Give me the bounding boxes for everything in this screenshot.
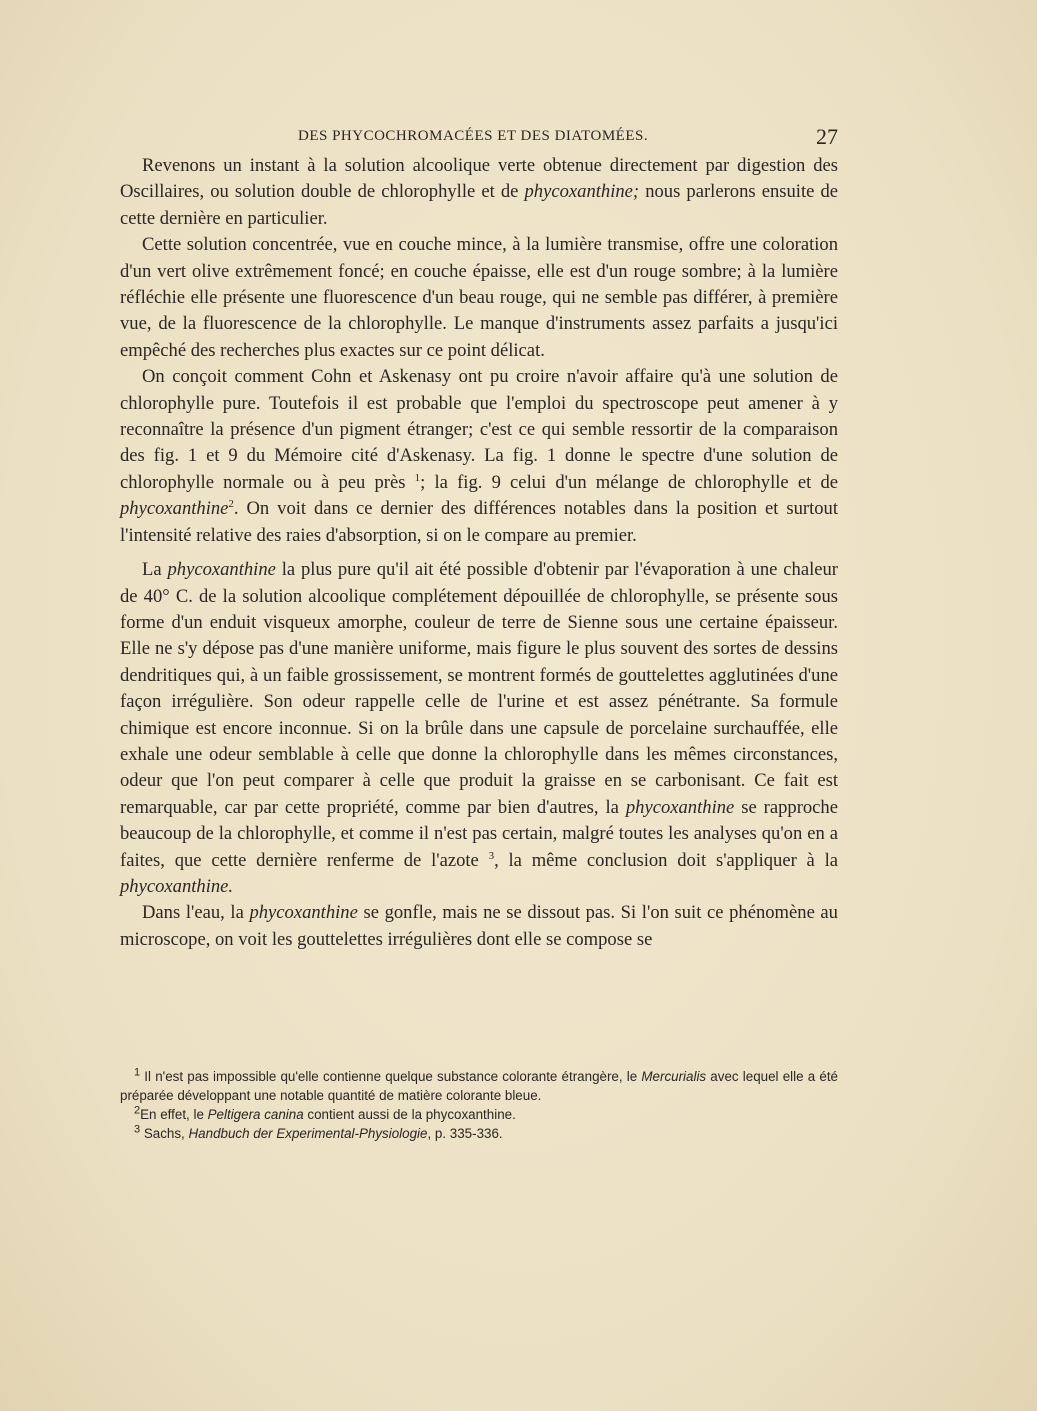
body-text <box>120 153 838 953</box>
italic-run: phycoxanthine. <box>120 875 234 897</box>
text-run: . On voit dans ce dernier des différences notables dans la position et surtout l'intensité relative des raies d'absorption, si on le compare au premier. <box>120 498 838 546</box>
text-run: On conçoit comment Cohn et Askenasy ont pu croire n'avoir affaire qu'à une solution de chlorophylle pure. Toutefois il est probable que l'emploi du spectroscope peut amener à y reconnaître la présence d'un pigment étranger; c'est ce qui semble ressortir de la comparaison des fig. 1 et 9 du Mémoire cité d'Askenasy. La fig. 1 donne le spectre d'une solution de chlorophylle normale ou à peu près <box>120 366 838 493</box>
footnote-ref: 2 <box>134 1104 141 1117</box>
footnotes <box>120 1067 838 1143</box>
italic-run: phycoxanthine <box>167 559 276 581</box>
text-run: Dans l'eau, la <box>142 902 250 924</box>
paragraph <box>120 232 838 364</box>
text-run: Cette solution concentrée, vue en couche mince, à la lumière transmise, offre une coloration d'un vert olive extrêmement foncé; en couche épaisse, elle est d'un rouge sombre; à la lumière réfléchie elle présente une fluorescence d'un beau rouge, qui ne semble pas différer, à première vue, de la fluorescence de la chlorophylle. Le manque d'instruments assez parfaits a jusqu'ici empêché des recherches plus exactes sur ce point délicat. <box>120 234 838 361</box>
text-run: se rapproche beaucoup de la chlorophylle, et comme il n'est pas certain, malgré toutes les analyses qu'on en a faites, que cette dernière renferme de l'azote <box>120 796 838 871</box>
italic-run: phycoxanthine <box>120 498 229 520</box>
footnote-ref: 3 <box>134 1123 141 1136</box>
text-run: la plus pure qu'il ait été possible d'obtenir par l'évaporation à une chaleur de 40° C. de la solution alcoolique complétement dépouillée de chlorophylle, se présente sous forme d'un enduit visqueux amorphe, couleur de terre de Sienne sous une certaine épaisseur. Elle ne s'y dépose pas d'une manière uniforme, mais figure le plus souvent des sortes de dessins dendritiques qui, à un faible grossissement, se montrent formés de gouttelettes agglutinées d'une façon irrégulière. Son odeur rappelle celle de l'urine et est assez pénétrante. Sa formule chimique est encore inconnue. Si on la brûle dans une capsule de porcelaine surchauffée, elle exhale une odeur semblable à celle que donne la chlorophylle dans les mêmes circonstances, odeur que l'on peut comparer à celle que produit la graisse en se carbonisant. Ce fait est remarquable, car par cette propriété, comme par bien d'autres, la <box>120 559 838 818</box>
text-run: ; la fig. 9 celui d'un mélange de chlorophylle et de <box>420 471 838 493</box>
paragraph <box>120 153 838 232</box>
italic-run: phycoxanthine; <box>524 181 640 203</box>
footnote-ref: 3 <box>488 849 495 862</box>
footnote <box>120 1067 838 1105</box>
italic-run: Peltigera canina <box>207 1107 304 1122</box>
italic-run: phycoxanthine <box>625 796 735 818</box>
text-run: se gonfle, mais ne se dissout pas. Si l'on suit ce phénomène au microscope, on voit les gouttelettes irrégulières dont elle se compose se <box>120 902 838 950</box>
page-number: 27 <box>816 124 838 149</box>
footnote <box>120 1105 838 1124</box>
footnote-ref: 1 <box>414 471 421 484</box>
italic-run: phycoxanthine <box>249 902 358 924</box>
text-run: avec lequel elle a été préparée développant une notable quantité de matière colorante bleue. <box>120 1069 838 1103</box>
running-title: DES PHYCOCHROMACÉES ET DES DIATOMÉES. <box>298 128 649 144</box>
page-header <box>120 124 838 154</box>
italic-run: Mercurialis <box>641 1069 707 1084</box>
text-run: Il n'est pas impossible qu'elle contienne quelque substance colorante étrangère, le <box>140 1069 642 1084</box>
italic-run: Handbuch der Experimental-Physiologie <box>188 1126 428 1141</box>
text-run: contient aussi de la phycoxanthine. <box>303 1107 516 1122</box>
paragraph <box>120 557 838 900</box>
text-run: En effet, le <box>140 1107 208 1122</box>
text-run: Sachs, <box>140 1126 189 1141</box>
paragraph <box>120 900 838 953</box>
paragraph <box>120 364 838 549</box>
text-run: nous parlerons ensuite de cette dernière en particulier. <box>120 181 839 229</box>
footnote-ref: 1 <box>134 1066 141 1079</box>
text-run: La <box>142 559 168 581</box>
text-run: , p. 335-336. <box>427 1126 503 1141</box>
footnote <box>120 1124 838 1143</box>
text-run: , la même conclusion doit s'appliquer à la <box>494 849 838 871</box>
footnote-ref: 2 <box>228 498 234 511</box>
text-run: Revenons un instant à la solution alcoolique verte obtenue directement par digestion des Oscillaires, ou solution double de chlorophylle et de <box>120 155 838 203</box>
